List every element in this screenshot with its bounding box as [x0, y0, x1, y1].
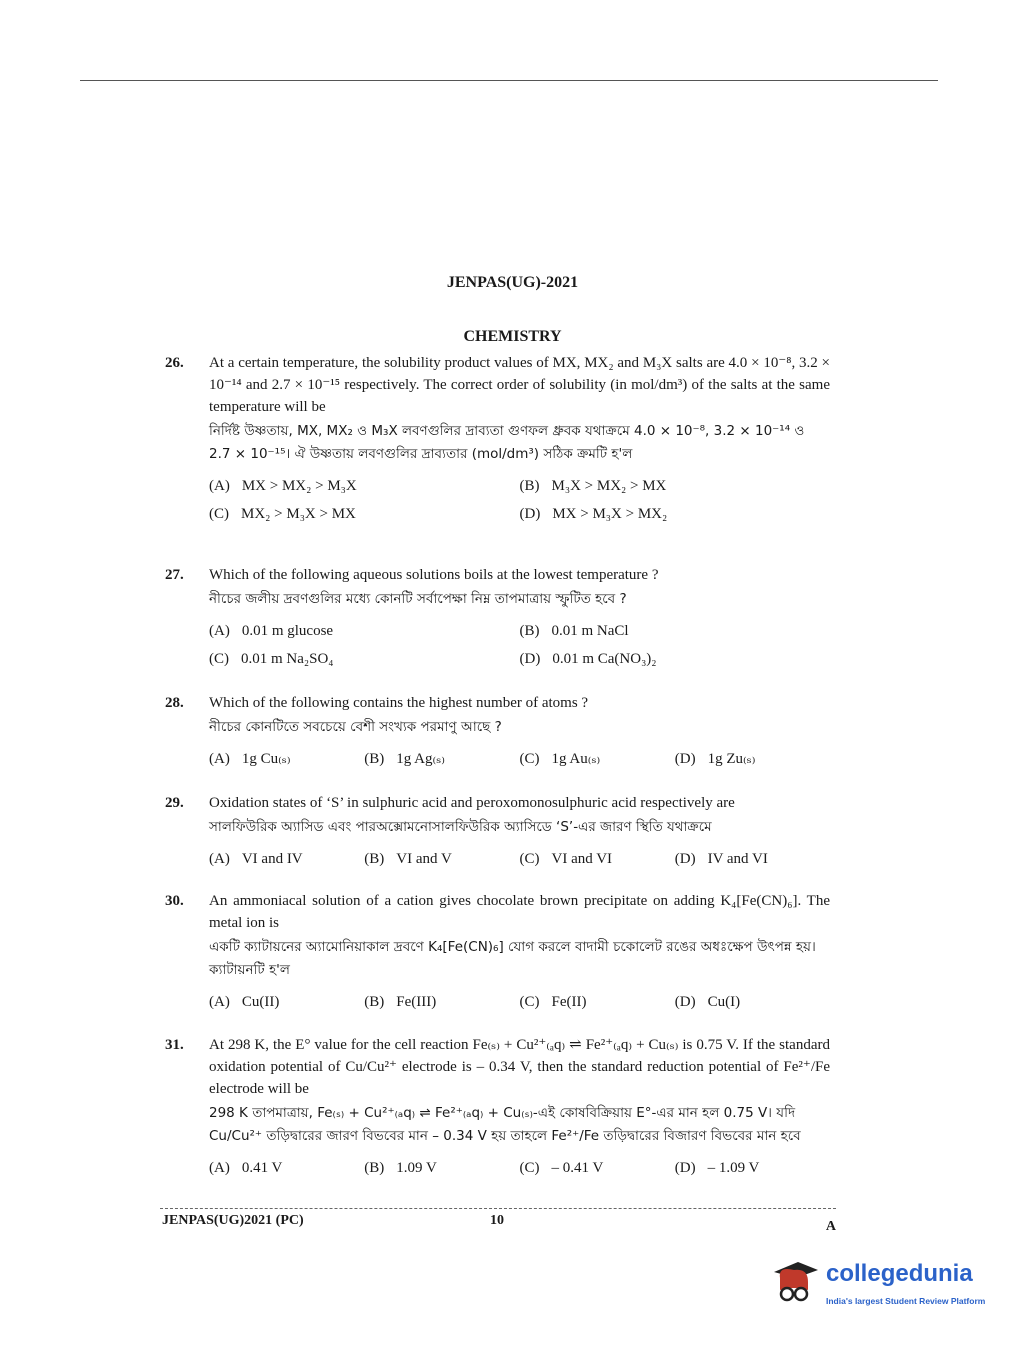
option-b: (B) M₃X > MX₂ > MX — [519, 478, 667, 494]
question-number: 31. — [165, 1037, 184, 1053]
question-number: 30. — [165, 893, 184, 909]
question-number: 27. — [165, 567, 184, 583]
option-c: (C) Fe(II) — [519, 994, 587, 1010]
question-30 — [165, 890, 830, 1016]
footer-code: JENPAS(UG)2021 (PC) — [162, 1213, 304, 1228]
question-26 — [165, 352, 830, 528]
question-text-english: An ammoniacal solution of a cation gives chocolate brown precipitate on adding K₄[Fe(CN)₆]. The metal ion is — [209, 893, 830, 931]
collegedunia-logo — [768, 1252, 998, 1314]
question-28 — [165, 692, 830, 773]
question-text-english: At 298 K, the E° value for the cell reaction Fe₍ₛ₎ + Cu²⁺₍ₐq₎ ⇌ Fe²⁺₍ₐq₎ + Cu₍ₛ₎ is 0.75 V. If the standard oxidation potential of Cu/Cu²⁺ electrode is – 0.34 V, then the standard reduction potential of Fe²⁺/Fe electrode will be — [209, 1037, 830, 1097]
question-number: 29. — [165, 795, 184, 811]
question-text-bengali: নির্দিষ্ট উষ্ণতায়, MX, MX₂ ও M₃X লবণগুলির দ্রাব্যতা গুণফল ধ্রুবক যথাক্রমে 4.0 × 10⁻⁸, 3.2 × 10⁻¹⁴ ও 2.7 × 10⁻¹⁵। ঐ উষ্ণতায় লবণগুলির দ্রাব্যতার (mol/dm³) সঠিক ক্রমটি হ'ল — [209, 423, 805, 462]
set-label: A — [825, 1219, 836, 1234]
question-text-english: At a certain temperature, the solubility product values of MX, MX₂ and M₃X salts are 4.0 × 10⁻⁸, 3.2 × 10⁻¹⁴ and 2.7 × 10⁻¹⁵ respectively. The correct order of solubility (in mol/dm³) of the salts at the same temperature will be — [209, 355, 830, 415]
option-c: (C) VI and VI — [519, 851, 613, 867]
brand-name: collegedunia — [826, 1260, 973, 1287]
mascot-icon — [768, 1256, 820, 1308]
option-d: (D) 0.01 m Ca(NO₃)₂ — [519, 651, 657, 667]
question-text-english: Which of the following contains the highest number of atoms ? — [209, 695, 589, 711]
question-text-english: Which of the following aqueous solutions boils at the lowest temperature ? — [209, 567, 659, 583]
question-number: 28. — [165, 695, 184, 711]
question-text-english: Oxidation states of ‘S’ in sulphuric acid and peroxomonosulphuric acid respectively are — [209, 795, 735, 811]
options — [209, 845, 830, 873]
options — [209, 472, 830, 528]
top-rule — [80, 80, 938, 81]
subject-heading: CHEMISTRY — [463, 328, 562, 345]
option-a: (A) Cu(II) — [209, 994, 280, 1010]
option-a: (A) MX > MX₂ > M₃X — [209, 478, 357, 494]
options — [209, 988, 830, 1016]
question-text-bengali: নীচের কোনটিতে সবচেয়ে বেশী সংখ্যক পরমাণু আছে ? — [209, 719, 502, 735]
brand-tagline: India's largest Student Review Platform — [826, 1296, 986, 1306]
question-31 — [165, 1034, 830, 1182]
option-a: (A) 0.01 m glucose — [209, 623, 334, 639]
option-a: (A) 0.41 V — [209, 1160, 283, 1176]
exam-title: JENPAS(UG)-2021 — [446, 274, 579, 291]
question-number: 26. — [165, 355, 184, 371]
question-text-bengali: নীচের জলীয় দ্রবণগুলির মধ্যে কোনটি সর্বাপেক্ষা নিম্ন তাপমাত্রায় স্ফুটিত হবে ? — [209, 591, 627, 607]
options — [209, 617, 830, 673]
question-29 — [165, 792, 830, 873]
option-d: (D) IV and VI — [674, 851, 768, 867]
page-footer — [160, 1208, 836, 1233]
options — [209, 745, 830, 773]
option-a: (A) VI and IV — [209, 851, 303, 867]
option-c: (C) MX₂ > M₃X > MX — [209, 506, 356, 522]
question-27 — [165, 564, 830, 673]
option-d: (D) Cu(I) — [674, 994, 741, 1010]
option-b: (B) 0.01 m NaCl — [519, 623, 629, 639]
question-text-bengali: সালফিউরিক অ্যাসিড এবং পারঅক্সোমনোসালফিউরিক অ্যাসিডে ‘S’-এর জারণ স্থিতি যথাক্রমে — [209, 819, 712, 835]
option-b: (B) Fe(III) — [364, 994, 437, 1010]
option-b: (B) 1g Ag₍ₛ₎ — [364, 751, 445, 767]
option-c: (C) – 0.41 V — [519, 1160, 604, 1176]
option-c: (C) 1g Au₍ₛ₎ — [519, 751, 601, 767]
option-d: (D) – 1.09 V — [674, 1160, 760, 1176]
page-number: 10 — [490, 1213, 504, 1228]
option-d: (D) 1g Zu₍ₛ₎ — [674, 751, 756, 767]
option-c: (C) 0.01 m Na₂SO₄ — [209, 651, 334, 667]
option-d: (D) MX > M₃X > MX₂ — [519, 506, 668, 522]
question-text-bengali: একটি ক্যাটায়নের অ্যামোনিয়াকাল দ্রবণে K₄[Fe(CN)₆] যোগ করলে বাদামী চকোলেট রঙের অধঃক্ষেপ উৎপন্ন হয়। ক্যাটায়নটি হ'ল — [209, 939, 816, 978]
options — [209, 1154, 830, 1182]
option-b: (B) VI and V — [364, 851, 452, 867]
option-b: (B) 1.09 V — [364, 1160, 437, 1176]
question-text-bengali: 298 K তাপমাত্রায়, Fe₍ₛ₎ + Cu²⁺₍ₐq₎ ⇌ Fe²⁺₍ₐq₎ + Cu₍ₛ₎-এই কোষবিক্রিয়ায় E°-এর মান হল 0.75 V। যদি Cu/Cu²⁺ তড়িদ্বারের জারণ বিভবের মান – 0.34 V হয় তাহলে Fe²⁺/Fe তড়িদ্বারের বিজারণ বিভবের মান হবে — [209, 1105, 801, 1144]
option-a: (A) 1g Cu₍ₛ₎ — [209, 751, 291, 767]
